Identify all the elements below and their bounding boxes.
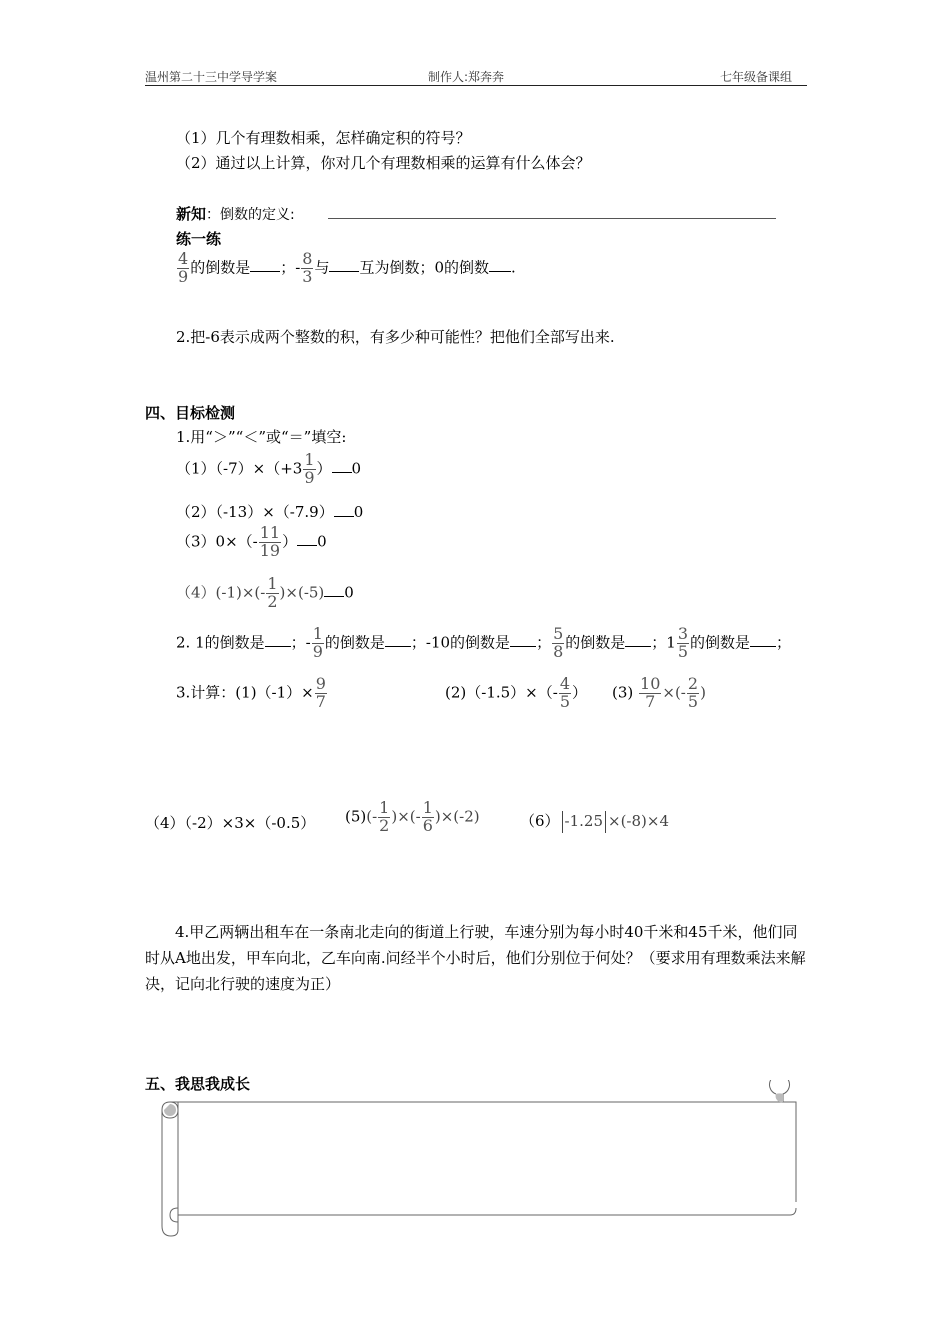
text: . [511,258,516,277]
answer-blank [489,257,511,272]
new-knowledge [176,203,295,224]
answer-blank [329,257,359,272]
calc-item-6: （6） -1.25 ×(-8)×4 [520,810,669,833]
calc-item-3: (3) $\frac{10}{7}$ ×(- $\frac{2}{5}$ ) [612,674,706,711]
fraction: $\frac{8}{3}$ [302,249,313,286]
fraction: $\frac{4}{9}$ [178,249,189,286]
practice-title: 练一练 [176,230,222,248]
answer-blank [250,257,280,272]
calc-item-4: （4）（-2）×3×（-0.5） [145,814,316,832]
compare-item-3: （3）0×（- $\frac{11}{19}$ ） 0 [176,523,327,560]
calc-item-5: (5)(- $\frac{1}{2}$ )×(- $\frac{1}{6}$ )×(-2) [345,798,480,835]
reciprocal-question: 2. 1的倒数是 ；- $\frac{1}{9}$ 的倒数是 ；-10的倒数是 ； $\frac{5}{8}$ 的倒数是 ；1 $\frac{3}{5}$ 的倒数是 ； [176,624,792,661]
calc-item-2: (2)（-1.5）×（- $\frac{4}{5}$ ） [445,674,588,711]
definition-blank [328,218,776,219]
compare-item-2: （2）（-13）×（-7.9） 0 [176,503,364,521]
header-rule [145,85,807,86]
section-5-title: 五、我思我成长 [145,1075,251,1093]
word-problem: 4.甲乙两辆出租车在一条南北走向的街道上行驶，车速分别为每小时40千米和45千米，他们同时从A地出发，甲车向北，乙车向南.问经半个小时后，他们分别位于何处？（要求用有理数乘法来解决，记向北行驶的速度为正） [145,923,806,993]
text: 的倒数是 [190,258,251,277]
text: ；- [280,258,301,277]
header-grade: 七年级备课组 [720,70,793,84]
new-knowledge-text: ：倒数的定义: [206,207,295,223]
calc-item-1: 3.计算：(1)（-1）× $\frac{9}{7}$ [176,674,326,711]
new-knowledge-label: 新知 [176,205,207,223]
question-1: （1）几个有理数相乘，怎样确定积的符号？ [176,129,471,147]
section-4-title: 四、目标检测 [145,404,236,422]
practice-item-2: 2.把-6表示成两个整数的积，有多少种可能性？把他们全部写出来. [176,328,615,346]
text: 互为倒数；0的倒数 [359,258,490,277]
question-2: （2）通过以上计算，你对几个有理数相乘的运算有什么体会？ [176,154,591,172]
compare-intro: 1.用“＞”“＜”或“＝”填空: [176,428,347,446]
compare-item-4: （4）(-1)×(- $\frac{1}{2}$ )×(-5) 0 [176,574,354,611]
scroll-frame [158,1080,803,1240]
text: 与 [314,258,330,277]
header-author: 制作人:郑奔奔 [428,70,505,84]
practice-line-1 [176,251,516,286]
header-school: 温州第二十三中学导学案 [145,70,278,84]
compare-item-1: （1）（-7）×（+3 $\frac{1}{9}$ ） 0 [176,450,362,487]
